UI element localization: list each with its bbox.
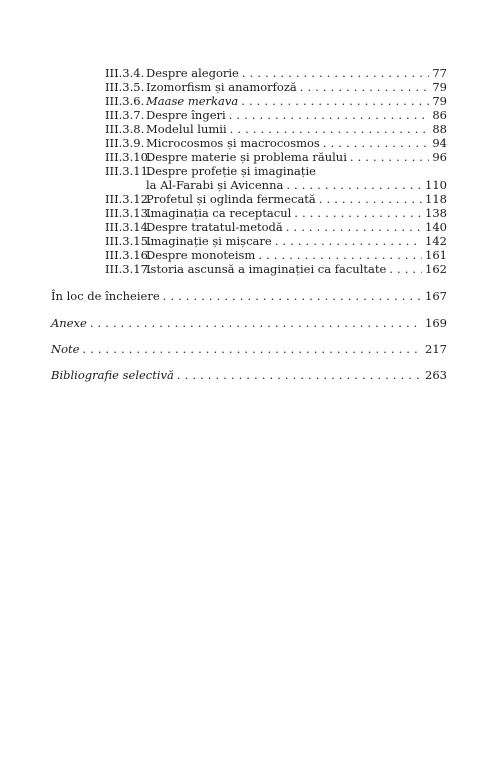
section-number: III.3.12. — [105, 192, 152, 206]
dot-leader — [90, 316, 422, 330]
dot-leader — [242, 66, 430, 80]
page-number: 86 — [432, 108, 447, 122]
page-number: 217 — [425, 342, 447, 356]
toc-entry-continuation — [146, 178, 447, 192]
page-number: 79 — [432, 94, 447, 108]
dot-leader — [241, 94, 429, 108]
section-number: III.3.15. — [105, 234, 152, 248]
page-number: 110 — [425, 178, 447, 192]
page-number: 79 — [432, 80, 447, 94]
entry-title: Maase merkava — [146, 94, 239, 108]
entry-title: Despre monoteism — [146, 248, 256, 262]
dot-leader — [275, 234, 422, 248]
toc-entry — [51, 368, 447, 382]
entry-title: Modelul lumii — [146, 122, 227, 136]
page-number: 138 — [425, 206, 447, 220]
entry-title: Despre materie și problema răului — [146, 150, 347, 164]
entry-title: Imaginația ca receptacul — [146, 206, 292, 220]
entry-title: În loc de încheiere — [51, 289, 160, 303]
dot-leader — [230, 122, 430, 136]
entry-title: Bibliografie selectivă — [51, 368, 174, 382]
section-number: III.3.11. — [105, 164, 152, 178]
entry-title: Istoria ascunsă a imaginației ca facultate — [146, 262, 387, 276]
page-number: 142 — [425, 234, 447, 248]
dot-leader — [350, 150, 429, 164]
page-number: 94 — [432, 136, 447, 150]
toc-entry — [51, 342, 447, 356]
entry-title-continued: la Al-Farabi și Avicenna — [146, 178, 284, 192]
toc-entry — [105, 94, 447, 108]
toc-entry — [105, 164, 447, 178]
section-number: III.3.16. — [105, 248, 152, 262]
section-number: III.3.17. — [105, 262, 152, 276]
dot-leader — [258, 248, 422, 262]
toc-entry — [105, 206, 447, 220]
dot-leader — [319, 192, 422, 206]
page-number: 161 — [425, 248, 447, 262]
entry-title: Izomorfism și anamorfoză — [146, 80, 297, 94]
page-number: 77 — [432, 66, 447, 80]
entry-title: Imaginație și mișcare — [146, 234, 272, 248]
page-number: 162 — [425, 262, 447, 276]
dot-leader — [177, 368, 422, 382]
entry-title: Despre tratatul-metodă — [146, 220, 283, 234]
toc-entry — [51, 316, 447, 330]
page-number: 140 — [425, 220, 447, 234]
toc-entry — [105, 234, 447, 248]
toc-entry — [51, 289, 447, 303]
dot-leader — [82, 342, 422, 356]
section-number: III.3.9. — [105, 136, 145, 150]
entry-title: Despre alegorie — [146, 66, 239, 80]
entry-title: Anexe — [51, 316, 87, 330]
toc-entry — [105, 262, 447, 276]
toc-entry — [105, 108, 447, 122]
page-number: 167 — [425, 289, 447, 303]
section-number: III.3.10. — [105, 150, 152, 164]
toc-entry — [105, 220, 447, 234]
page-number: 263 — [425, 368, 447, 382]
dot-leader — [229, 108, 430, 122]
toc-entry — [105, 248, 447, 262]
entry-title: Despre profeție și imaginație — [146, 164, 316, 178]
section-number: III.3.13. — [105, 206, 152, 220]
dot-leader — [323, 136, 430, 150]
toc-entry — [105, 136, 447, 150]
toc-entry — [105, 122, 447, 136]
page-number: 96 — [432, 150, 447, 164]
page-number: 118 — [425, 192, 447, 206]
page-number: 88 — [432, 122, 447, 136]
dot-leader — [294, 206, 422, 220]
section-number: III.3.5. — [105, 80, 145, 94]
dot-leader — [286, 178, 422, 192]
entry-title: Despre îngeri — [146, 108, 226, 122]
section-number: III.3.6. — [105, 94, 145, 108]
dot-leader — [300, 80, 430, 94]
toc-entry — [105, 192, 447, 206]
dot-leader — [286, 220, 422, 234]
section-number: III.3.4. — [105, 66, 145, 80]
entry-title: Note — [51, 342, 80, 356]
dot-leader — [389, 262, 422, 276]
section-number: III.3.14. — [105, 220, 152, 234]
section-number: III.3.8. — [105, 122, 145, 136]
toc-entry — [105, 80, 447, 94]
toc-entry — [105, 150, 447, 164]
section-number: III.3.7. — [105, 108, 145, 122]
dot-leader — [163, 289, 422, 303]
toc-entry — [105, 66, 447, 80]
entry-title: Microcosmos și macrocosmos — [146, 136, 320, 150]
page-number: 169 — [425, 316, 447, 330]
entry-title: Profetul și oglinda fermecată — [146, 192, 316, 206]
